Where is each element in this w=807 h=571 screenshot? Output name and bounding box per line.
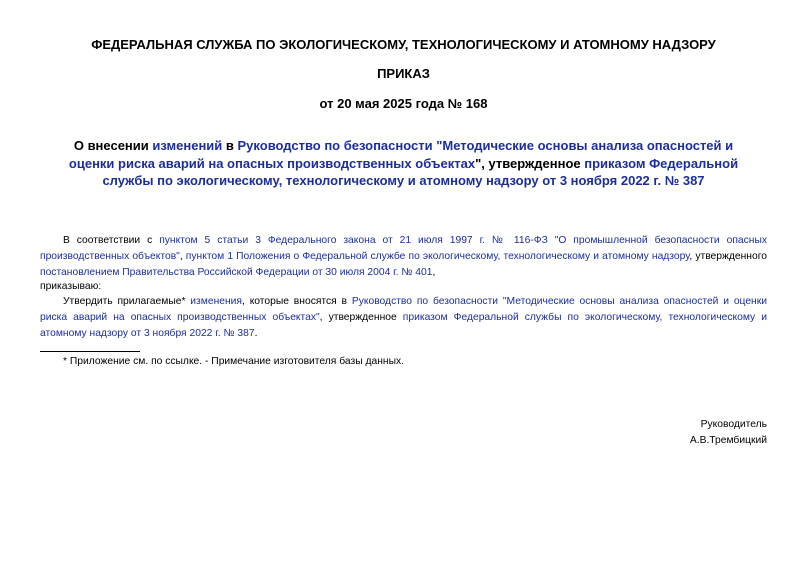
document-date: от 20 мая 2025 года № 168 <box>319 96 488 111</box>
signatory-name: А.В.Трембицкий <box>689 435 767 446</box>
agency-name: ФЕДЕРАЛЬНАЯ СЛУЖБА ПО ЭКОЛОГИЧЕСКОМУ, ТЕХНОЛОГИЧЕСКОМУ И АТОМНОМУ НАДЗОРУ <box>91 37 716 52</box>
p3-text-3: , утвержденное <box>319 311 403 323</box>
link-amendments[interactable]: изменения <box>190 296 243 307</box>
link-federal-law[interactable]: пунктом 5 статьи 3 Федерального закона от 21 июля 1997 г. № 116-ФЗ "О промышленной безопасности опасных производственных объектов" <box>40 235 768 262</box>
p1-text-1: В соответствии с <box>63 235 160 246</box>
signatory-title: Руководитель <box>700 419 767 430</box>
p1-text-2: , <box>179 250 186 262</box>
title-text-2: в <box>222 138 238 153</box>
p3-text-2: , которые вносятся в <box>242 296 352 307</box>
p1-text-4: , <box>432 266 436 278</box>
p3-text-1: Утвердить прилагаемые* <box>63 296 191 307</box>
link-order[interactable]: приказом Федеральной службы по экологическому, технологическому и атомному надзору от 3 ноября 2022 г. № 387 <box>40 311 767 339</box>
p1-text-3: , утвержденного <box>689 250 767 262</box>
title-link-amendments[interactable]: изменений <box>152 138 223 153</box>
link-guideline[interactable]: Руководство по безопасности "Методические основы анализа опасностей и оценки риска аварий на опасных производственных объектах" <box>40 296 767 323</box>
title-link-guideline[interactable]: Руководство по безопасности "Методические основы анализа опасностей и оценки риска аварий на опасных производственных объектах <box>68 138 734 171</box>
title-link-order[interactable]: приказом Федеральной службы по экологическому, технологическому и атомному надзору от 3 ноября 2022 г. № 387 <box>102 155 739 188</box>
p3-text-4: . <box>254 327 258 339</box>
document-title <box>50 137 757 190</box>
document-type: ПРИКАЗ <box>377 66 430 81</box>
link-government-decree[interactable]: постановлением Правительства Российской Федерации от 30 июля 2004 г. № 401 <box>40 266 433 278</box>
title-text-1: О внесении <box>73 138 153 153</box>
paragraph-order-word: приказываю: <box>40 281 102 292</box>
link-regulation[interactable]: пунктом 1 Положения о Федеральной службе по экологическому, технологическому и атомному надзору <box>185 250 690 262</box>
title-text-3: ", утвержденное <box>475 155 585 171</box>
footnote: * Приложение см. по ссылке. - Примечание изготовителя базы данных. <box>63 356 405 367</box>
footnote-divider <box>40 351 140 352</box>
paragraph-basis <box>40 233 767 280</box>
paragraph-approve <box>40 294 767 341</box>
